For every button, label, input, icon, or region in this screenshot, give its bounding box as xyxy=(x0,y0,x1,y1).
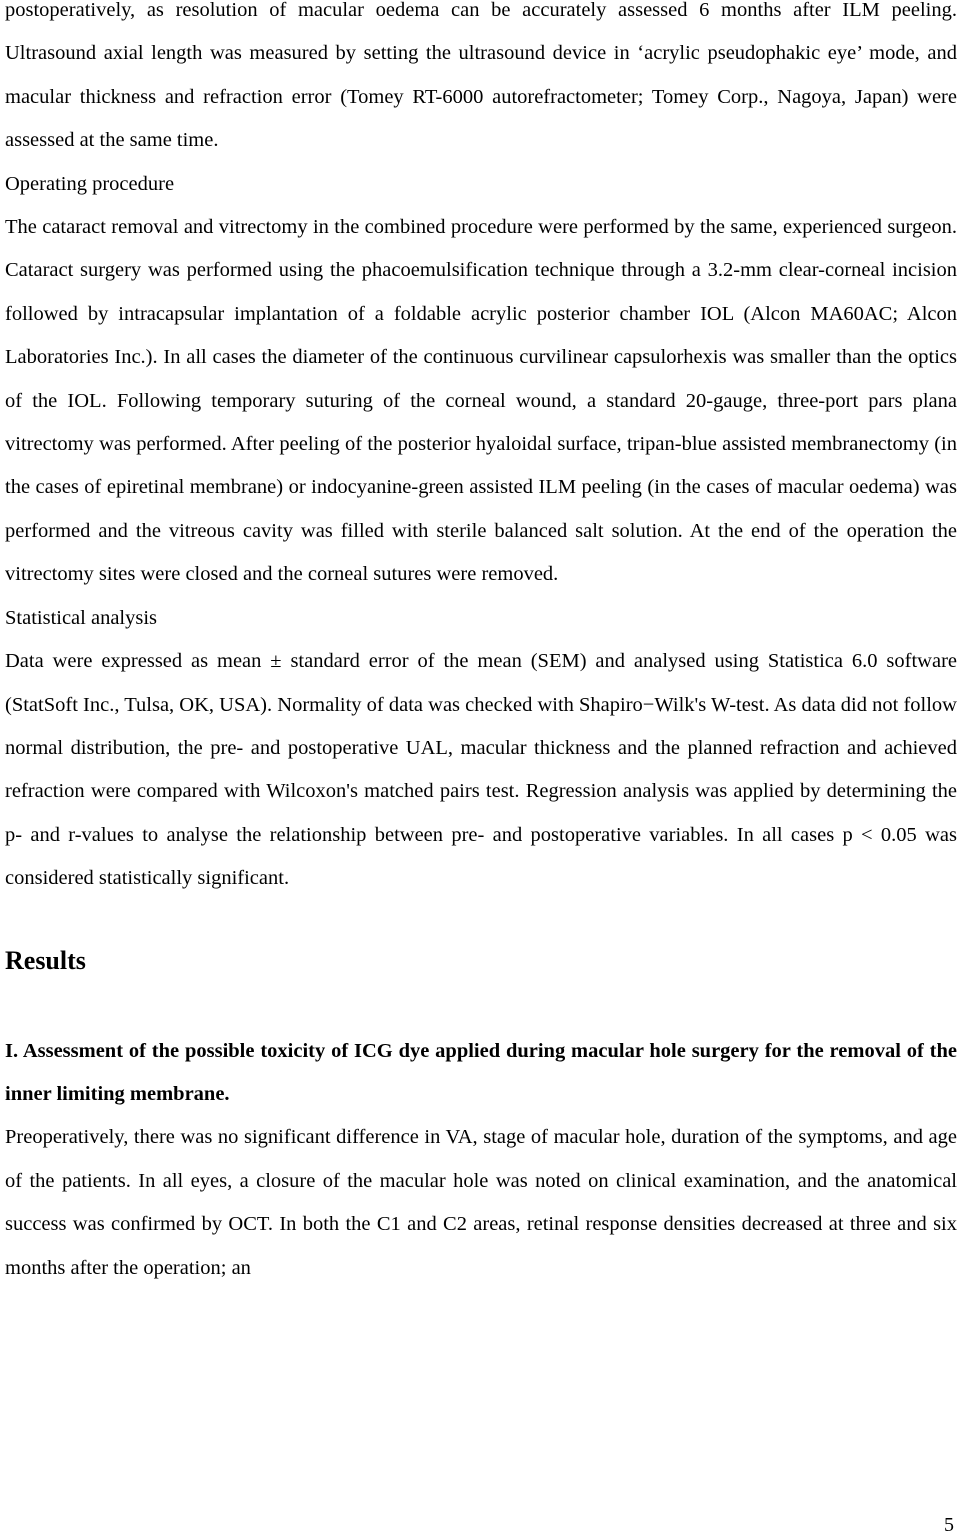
results-subheading: I. Assessment of the possible toxicity of ICG dye applied during macular hole surgery for the removal of the inner limiting membrane. xyxy=(5,1039,957,1105)
statistical-analysis-paragraph: Data were expressed as mean ± standard error of the mean (SEM) and analysed using Statistica 6.0 software (StatSoft Inc., Tulsa, OK, USA). Normality of data was checked with Shapiro−Wilk's W-test. As data did not follow normal distribution, the pre- and postoperative UAL, macular thickness and the planned refraction and achieved refraction were compared with Wilcoxon's matched pairs test. Regression analysis was applied by determining the p- and r-values to analyse the relationship between pre- and postoperative variables. In all cases p < 0.05 was considered statistically significant. xyxy=(5,650,957,890)
results-paragraph: Preoperatively, there was no significant difference in VA, stage of macular hole, duration of the symptoms, and age of the patients. In all eyes, a closure of the macular hole was noted on clinical examination, and the anatomical success was confirmed by OCT. In both the C1 and C2 areas, retinal response densities decreased at three and six months after the operation; an xyxy=(5,1126,957,1279)
continuation-paragraph: postoperatively, as resolution of macular oedema can be accurately assessed 6 months after ILM peeling. Ultrasound axial length was measured by setting the ultrasound device in ‘acrylic pseudophakic eye’ mode, and macular thickness and refraction error (Tomey RT-6000 autorefractometer; Tomey Corp., Nagoya, Japan) were assessed at the same time. xyxy=(5,0,957,152)
statistical-analysis-heading: Statistical analysis xyxy=(5,606,158,629)
results-heading: Results xyxy=(5,945,86,975)
operating-procedure-heading: Operating procedure xyxy=(5,172,175,195)
document-page xyxy=(5,0,957,1290)
page-number: 5 xyxy=(944,1514,954,1536)
operating-procedure-paragraph: The cataract removal and vitrectomy in the combined procedure were performed by the same, experienced surgeon. Cataract surgery was performed using the phacoemulsification technique through a 3.2-mm clear-corneal incision followed by intracapsular implantation of a foldable acrylic posterior chamber IOL (Alcon MA60AC; Alcon Laboratories Inc.). In all cases the diameter of the continuous curvilinear capsulorhexis was smaller than the optics of the IOL. Following temporary suturing of the corneal wound, a standard 20-gauge, three-port pars plana vitrectomy was performed. After peeling of the posterior hyaloidal surface, tripan-blue assisted membranectomy (in the cases of epiretinal membrane) or indocyanine-green assisted ILM peeling (in the cases of macular oedema) was performed and the vitreous cavity was filled with sterile balanced salt solution. At the end of the operation the vitrectomy sites were closed and the corneal sutures were removed. xyxy=(5,216,957,586)
